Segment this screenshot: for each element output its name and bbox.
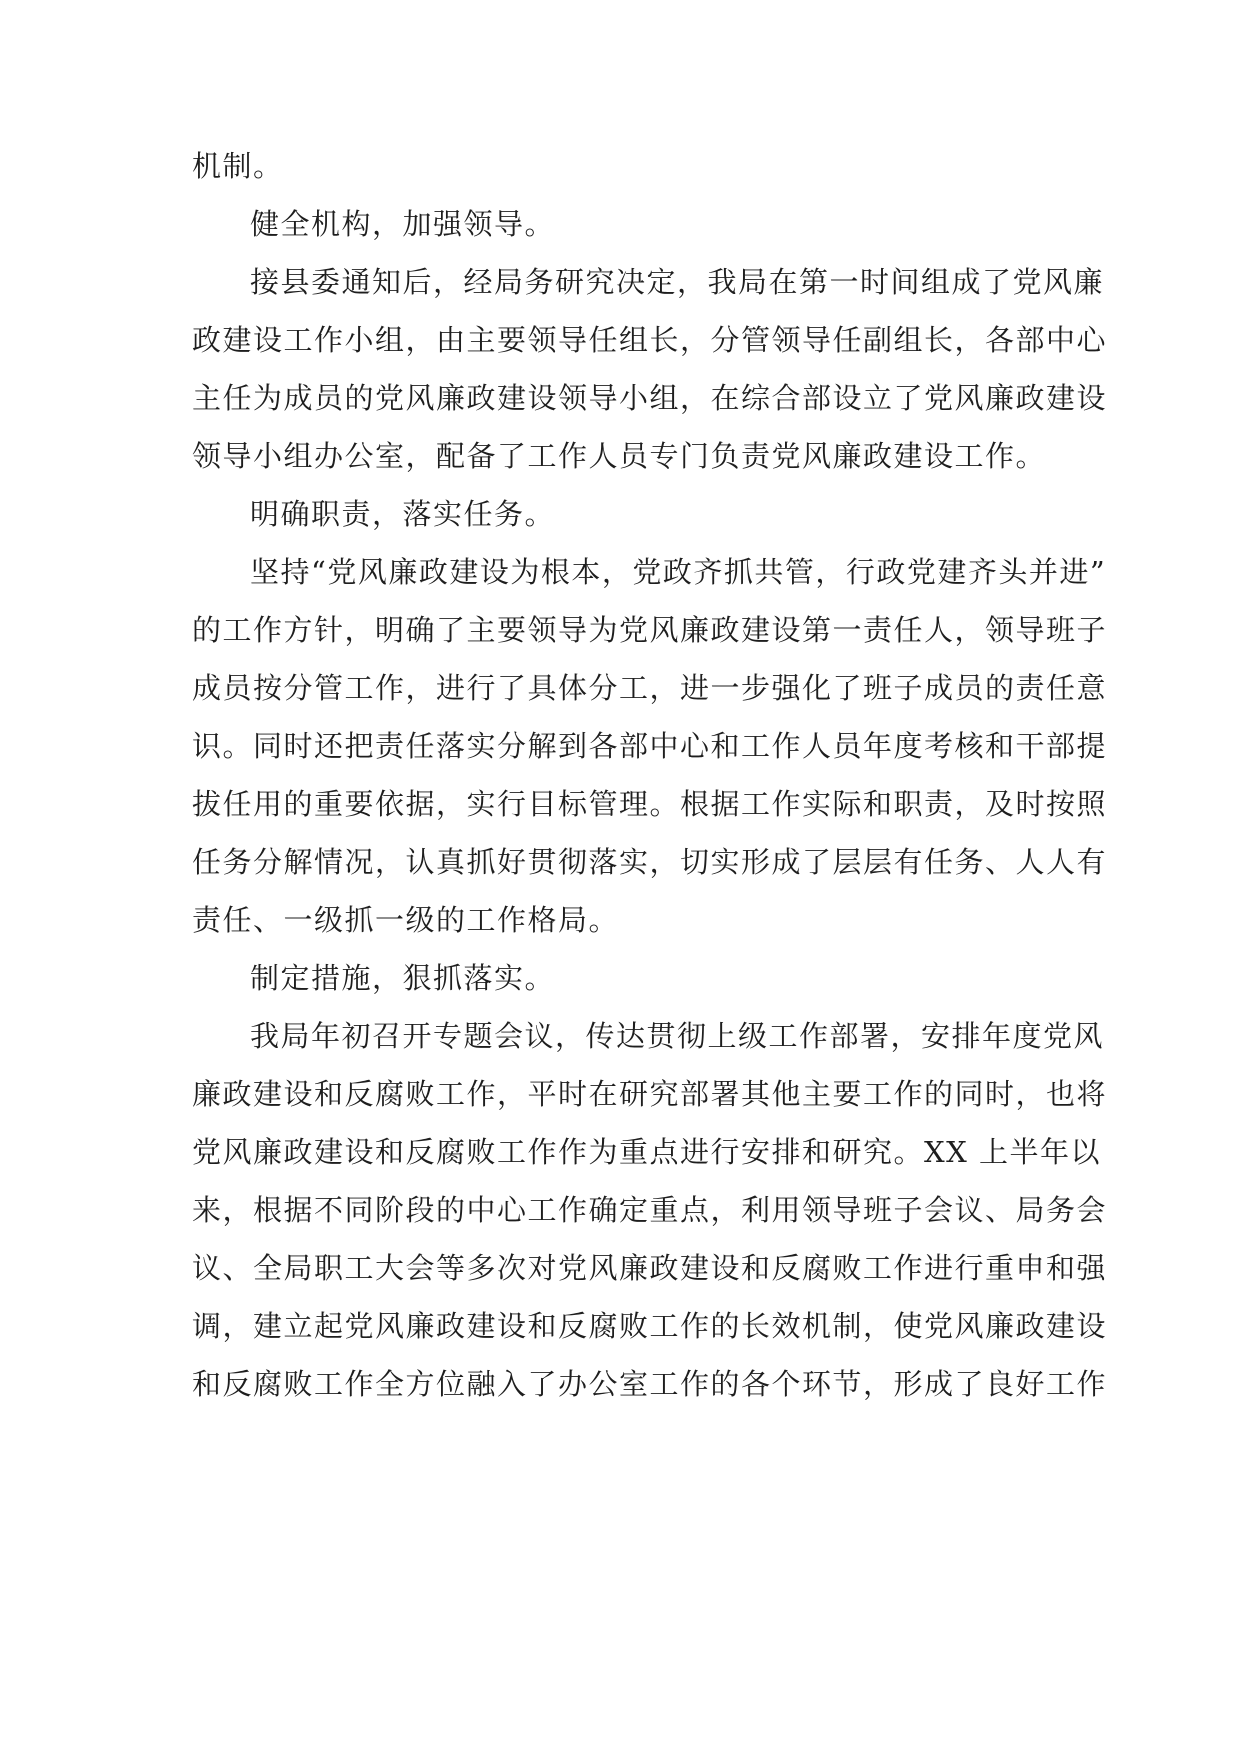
paragraph-line: 拔任用的重要依据，实行目标管理。根据工作实际和职责，及时按照	[192, 787, 1108, 821]
paragraph-line: 我局年初召开专题会议，传达贯彻上级工作部署，安排年度党风	[250, 1019, 1105, 1053]
paragraph-line: 责任、一级抓一级的工作格局。	[192, 903, 620, 937]
paragraph-line: 识。同时还把责任落实分解到各部中心和工作人员年度考核和干部提	[192, 729, 1108, 763]
paragraph-line: 成员按分管工作，进行了具体分工，进一步强化了班子成员的责任意	[192, 671, 1108, 705]
paragraph-line: 议、全局职工大会等多次对党风廉政建设和反腐败工作进行重申和强	[192, 1251, 1108, 1285]
paragraph-line: 廉政建设和反腐败工作，平时在研究部署其他主要工作的同时，也将	[192, 1077, 1108, 1111]
paragraph-line: 党风廉政建设和反腐败工作作为重点进行安排和研究。XX 上半年以	[192, 1135, 1102, 1169]
paragraph-line: 主任为成员的党风廉政建设领导小组，在综合部设立了党风廉政建设	[192, 381, 1108, 415]
paragraph-line: 来，根据不同阶段的中心工作确定重点，利用领导班子会议、局务会	[192, 1193, 1108, 1227]
paragraph-line: 政建设工作小组，由主要领导任组长，分管领导任副组长，各部中心	[192, 323, 1108, 357]
paragraph-line: 调，建立起党风廉政建设和反腐败工作的长效机制，使党风廉政建设	[192, 1309, 1108, 1343]
paragraph-line: 机制。	[192, 149, 284, 183]
paragraph-line: 和反腐败工作全方位融入了办公室工作的各个环节，形成了良好工作	[192, 1367, 1108, 1401]
paragraph-line: 的工作方针，明确了主要领导为党风廉政建设第一责任人，领导班子	[192, 613, 1108, 647]
paragraph-line: 领导小组办公室，配备了工作人员专门负责党风廉政建设工作。	[192, 439, 1047, 473]
section-heading: 制定措施，狠抓落实。	[250, 961, 556, 995]
paragraph-line: 任务分解情况，认真抓好贯彻落实，切实形成了层层有任务、人人有	[192, 845, 1108, 879]
paragraph-line: 接县委通知后，经局务研究决定，我局在第一时间组成了党风廉	[250, 265, 1105, 299]
section-heading: 明确职责，落实任务。	[250, 497, 556, 531]
paragraph-line: 坚持“党风廉政建设为根本，党政齐抓共管，行政党建齐头并进”	[250, 555, 1107, 589]
section-heading: 健全机构，加强领导。	[250, 207, 556, 241]
